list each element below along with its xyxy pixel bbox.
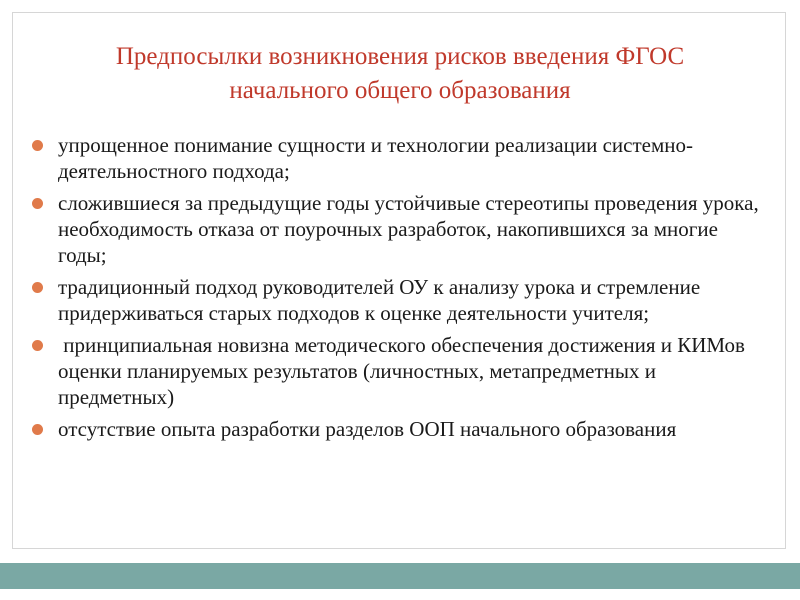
bullet-dot-icon — [32, 140, 43, 151]
bullet-dot-icon — [32, 340, 43, 351]
bullet-dot-icon — [32, 424, 43, 435]
slide-title-line-1: Предпосылки возникновения рисков введения ФГОС — [115, 43, 685, 70]
footer-bar — [0, 563, 800, 589]
slide-title — [20, 40, 780, 108]
bullet-text: традиционный подход руководителей ОУ к анализу урока и стремление придерживаться старых подходов к оценке деятельности учителя; — [58, 275, 701, 325]
bullet-item — [30, 416, 765, 442]
bullet-item — [30, 132, 765, 184]
bullet-dot-icon — [32, 282, 43, 293]
bullet-text: отсутствие опыта разработки разделов ООП начального образования — [58, 417, 677, 441]
bullet-item — [30, 190, 765, 268]
slide-title-line-2: начального общего образования — [229, 77, 571, 104]
bullet-dot-icon — [32, 198, 43, 209]
bullet-text: упрощенное понимание сущности и технологии реализации системно-деятельностного подхода; — [58, 133, 693, 183]
bullet-text: сложившиеся за предыдущие годы устойчивые стереотипы проведения урока, необходимость отказа от поурочных разработок, накопившихся за многие годы; — [58, 191, 759, 267]
bullet-list — [30, 132, 765, 448]
bullet-item — [30, 274, 765, 326]
bullet-text: принципиальная новизна методического обеспечения достижения и КИМов оценки планируемых результатов (личностных, метапредметных и предметных) — [58, 333, 751, 409]
bullet-item — [30, 332, 765, 410]
